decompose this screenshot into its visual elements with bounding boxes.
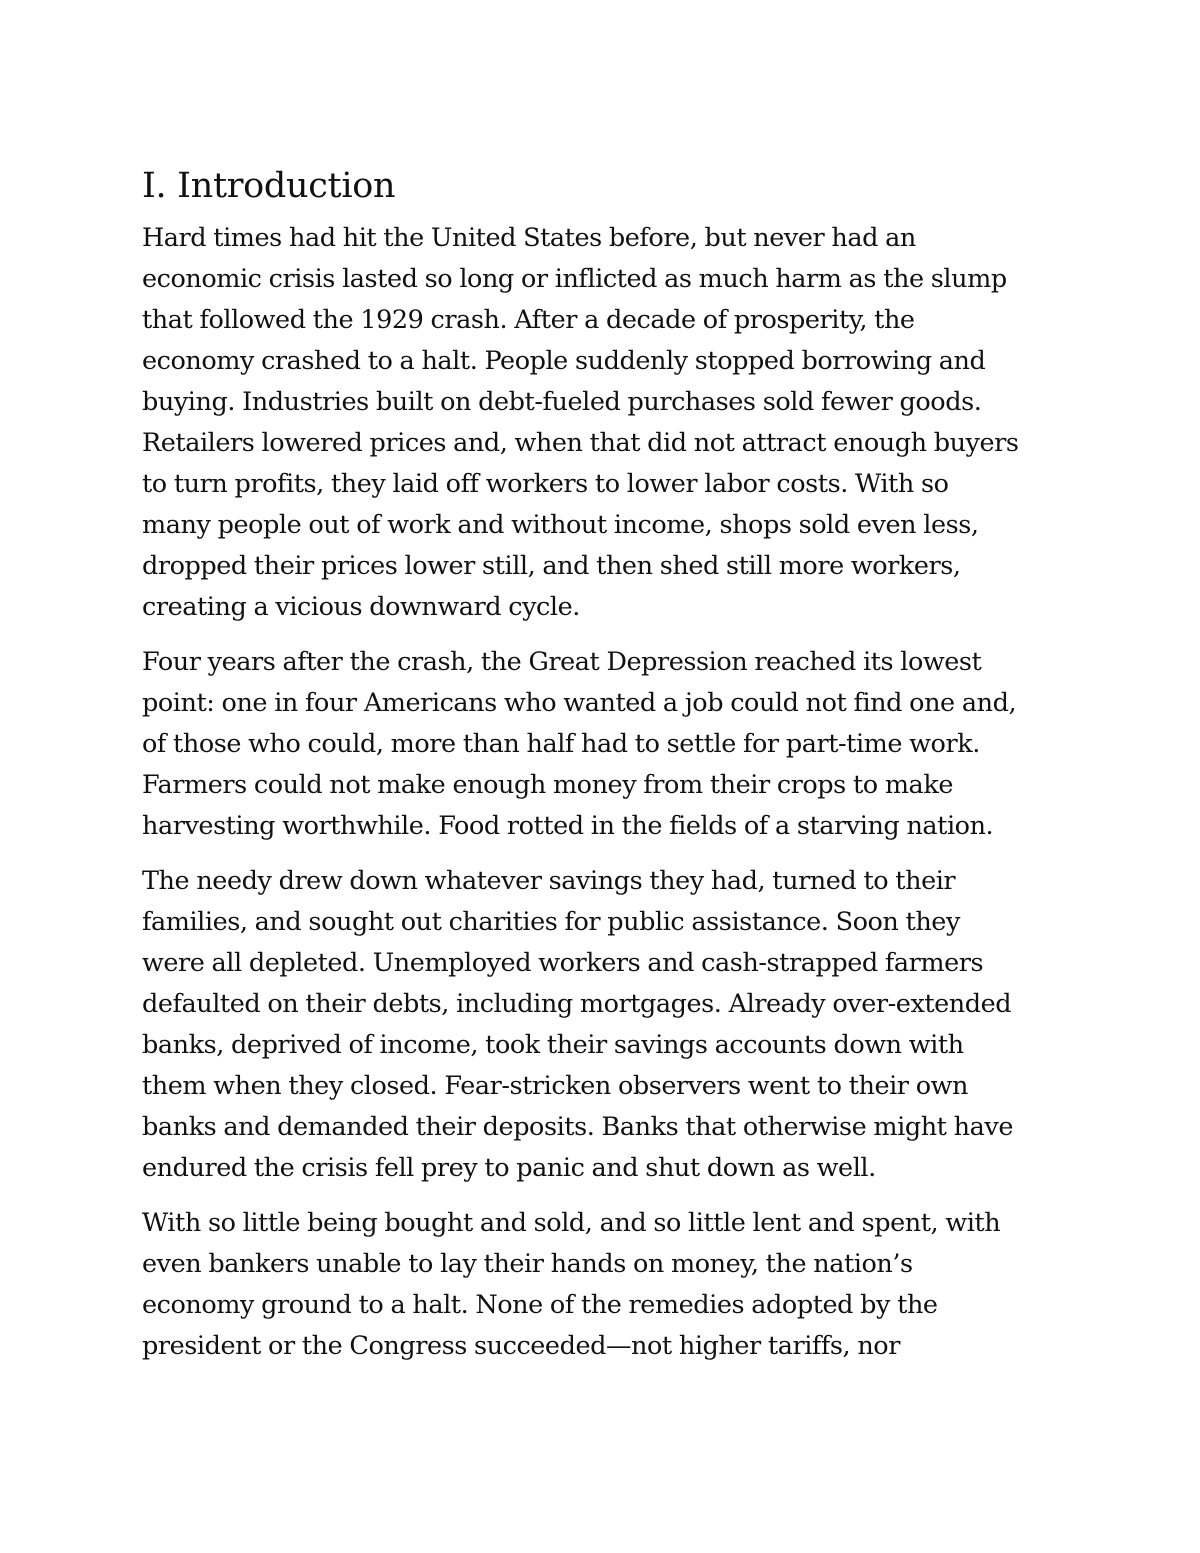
text-line: harvesting worthwhile. Food rotted in the fields of a starving nation. [142, 811, 994, 841]
text-line: were all depleted. Unemployed workers and cash-strapped farmers [142, 948, 984, 978]
paragraph-1 [142, 218, 1067, 628]
text-line: families, and sought out charities for public assistance. Soon they [142, 907, 960, 937]
text-line: buying. Industries built on debt-fueled purchases sold fewer goods. [142, 387, 982, 417]
paragraph-4 [142, 1203, 1067, 1367]
text-line: dropped their prices lower still, and then shed still more workers, [142, 551, 961, 581]
text-line: defaulted on their debts, including mortgages. Already over-extended [142, 989, 1012, 1019]
text-line: economy crashed to a halt. People suddenly stopped borrowing and [142, 346, 986, 376]
text-line: The needy drew down whatever savings they had, turned to their [142, 866, 956, 896]
paragraph-3 [142, 861, 1067, 1189]
text-line: president or the Congress succeeded—not higher tariffs, nor [142, 1331, 900, 1361]
text-line: to turn profits, they laid off workers to lower labor costs. With so [142, 469, 949, 499]
text-line: endured the crisis fell prey to panic and shut down as well. [142, 1153, 876, 1183]
text-line: of those who could, more than half had to settle for part-time work. [142, 729, 980, 759]
text-line: many people out of work and without income, shops sold even less, [142, 510, 979, 540]
text-line: them when they closed. Fear-stricken observers went to their own [142, 1071, 968, 1101]
text-line: Hard times had hit the United States before, but never had an [142, 223, 916, 253]
document-body [142, 160, 1067, 1381]
text-line: Retailers lowered prices and, when that did not attract enough buyers [142, 428, 1019, 458]
text-line: creating a vicious downward cycle. [142, 592, 580, 622]
text-line: banks and demanded their deposits. Banks that otherwise might have [142, 1112, 1013, 1142]
text-line: that followed the 1929 crash. After a decade of prosperity, the [142, 305, 915, 335]
text-line: economic crisis lasted so long or inflicted as much harm as the slump [142, 264, 1007, 294]
paragraph-2 [142, 642, 1067, 847]
text-line: Four years after the crash, the Great Depression reached its lowest [142, 647, 982, 677]
text-line: banks, deprived of income, took their savings accounts down with [142, 1030, 964, 1060]
text-line: even bankers unable to lay their hands on money, the nation’s [142, 1249, 913, 1279]
text-line: economy ground to a halt. None of the remedies adopted by the [142, 1290, 938, 1320]
text-line: point: one in four Americans who wanted a job could not find one and, [142, 688, 1017, 718]
section-heading: I. Introduction [142, 166, 396, 206]
text-line: With so little being bought and sold, and so little lent and spent, with [142, 1208, 1001, 1238]
text-line: Farmers could not make enough money from their crops to make [142, 770, 953, 800]
